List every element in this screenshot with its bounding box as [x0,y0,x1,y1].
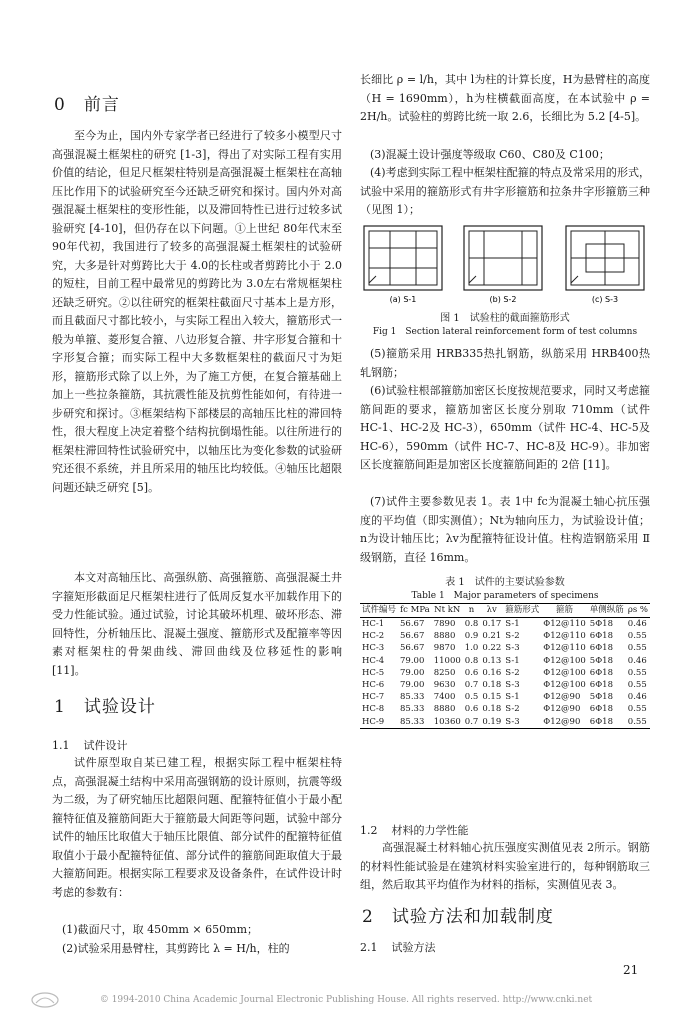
table-cell: 0.55 [627,643,647,654]
fig1-label-a: (a) S-1 [389,295,417,304]
table-cell: 0.46 [627,619,647,629]
table-cell: Φ12@110 [543,619,586,629]
table-cell: 8880 [433,704,456,715]
section-title: 前言 [83,95,120,115]
table-cell: S-2 [505,667,520,678]
table-cell: S-2 [505,631,520,642]
section-2-heading [362,902,554,927]
table-cell: 0.18 [482,680,502,691]
subsection-title: 试件设计 [83,739,128,752]
table-cell: 0.55 [627,631,647,642]
table-cell: 0.55 [627,704,647,715]
table-cell: 0.17 [482,619,502,629]
table-cell: Φ12@100 [543,655,586,666]
table-cell: 9630 [433,680,456,691]
fig1-label-b: (b) S-2 [489,295,517,304]
table-cell: HC-3 [362,643,385,654]
table-cell: 6Φ18 [589,667,613,678]
table-row [360,679,650,691]
page-number: 21 [623,963,639,977]
section-s3-drawing [566,226,644,290]
section-number: 2 [362,907,374,927]
section-s1-drawing [364,226,442,290]
table-cell: 0.46 [627,655,647,666]
table-cell: 56.67 [400,619,425,629]
table-cell: 8880 [433,631,456,642]
col-header: 箍筋 [541,604,588,618]
col-header: n [463,604,481,618]
table-cell: HC-1 [362,619,385,629]
section-title: 试验方法和加载制度 [391,907,554,927]
table-cell: 0.8 [464,655,479,666]
table-1-body [360,618,650,729]
table-cell: 7890 [433,619,456,629]
table-cell: S-2 [505,704,520,715]
table-cell: 0.55 [627,680,647,691]
subsection-number: 1.1 [52,739,70,752]
continued-paragraph: 长细比 ρ = l/h，其中 l为柱的计算长度，H为悬臂柱的高度（H = 1690mm），h为柱横截面高度，在本试验中 ρ = 2H/h。试验柱的剪跨比统一取 2.6，长细比为 5.2 [4-5]。 [360,73,650,123]
subsection-number: 1.2 [360,824,378,837]
table-cell: 5Φ18 [589,619,613,629]
table-cell: 79.00 [400,680,425,691]
table-cell: 5Φ18 [589,692,613,703]
table-row [360,630,650,642]
subsection-number: 2.1 [360,941,378,954]
section-number: 0 [54,95,66,115]
table-cell: 85.33 [400,704,425,715]
table-cell: 10360 [433,716,461,727]
table-cell: Φ12@110 [543,643,586,654]
table-cell: S-3 [505,680,520,691]
table-1-caption-en: Table 1 Major parameters of specimens [411,591,599,601]
table-cell: 6Φ18 [589,680,613,691]
table-cell: HC-9 [360,716,398,729]
table-cell: 0.9 [464,631,479,642]
table-cell: 0.22 [482,643,502,654]
table-cell: 85.33 [398,716,432,729]
subsection-1-2-heading [360,822,469,838]
table-cell: 0.15 [482,692,502,703]
table-cell: 0.21 [482,631,502,642]
table-cell: HC-6 [362,680,385,691]
table-cell: 6Φ18 [588,716,626,729]
table-cell: 0.16 [482,667,502,678]
table-cell: 0.18 [482,704,502,715]
table-row [360,618,650,631]
table-row [360,655,650,667]
section-0-heading [54,90,120,115]
table-1 [360,603,650,729]
section-1-heading [54,692,156,717]
col-header: fc MPa [398,604,432,618]
col-header: Nt kN [432,604,463,618]
table-cell: HC-2 [362,631,385,642]
table-cell: 6Φ18 [589,704,613,715]
table-cell: S-3 [503,716,541,729]
table-cell: 0.55 [626,716,650,729]
figure-1-caption-cn: 图 1 试验柱的截面箍筋形式 [440,313,570,324]
table-header-row [360,604,650,618]
materials-paragraph: 高强混凝土材料轴心抗压强度实测值见表 2所示。钢筋的材料性能试验是在建筑材料实验室进行的，每种钢筋取三组，然后取其平均值作为材料的指标，实测值见表 3。 [360,841,650,891]
table-cell: 0.55 [627,667,647,678]
table-cell: Φ12@110 [543,631,586,642]
table-cell: 6Φ18 [589,643,613,654]
table-cell: 0.6 [464,704,479,715]
table-cell: HC-4 [362,655,385,666]
table-cell: Φ12@100 [543,680,586,691]
table-row [360,703,650,715]
figure-1-caption-en: Fig 1 Section lateral reinforcement form of test columns [372,327,638,337]
table-cell: HC-5 [362,667,385,678]
section-s2-drawing [464,226,542,290]
figure-1-sections [360,224,650,306]
table-cell: HC-7 [362,692,385,703]
table-row [360,642,650,654]
table-cell: 11000 [433,655,461,666]
table-cell: 85.33 [400,692,425,703]
table-cell: 5Φ18 [589,655,613,666]
table-cell: 0.7 [464,716,479,727]
table-1-caption-cn: 表 1 试件的主要试验参数 [445,577,565,588]
subsection-2-1-heading [360,939,436,955]
list-item-2: (2)试验采用悬臂柱，其剪跨比 λ = H/h，柱的 [62,942,290,955]
table-cell: 56.67 [400,631,425,642]
table-cell: 0.13 [482,655,502,666]
table-cell: 0.19 [482,716,502,727]
section-number: 1 [54,697,66,717]
list-item-3: (3)混凝土设计强度等级取 C60、C80及 C100； [370,148,610,161]
table-cell: Φ12@100 [543,667,586,678]
table-cell: 6Φ18 [589,631,613,642]
table-row [360,667,650,679]
table-cell: 0.5 [464,692,479,703]
list-item-6: (6)试验柱根部箍筋加密区长度按规范要求，同时又考虑箍筋间距的要求，箍筋加密区长度分别取 710mm（试件 HC-1、HC-2及 HC-3），650mm（试件 HC-4、HC-5及 HC-6），590mm（试件 HC-7、HC-8及 HC-9）。非加密区长度箍筋间距是加密区长度箍筋间距的 2倍 [11]。 [360,384,650,471]
col-header: 试件编号 [360,604,398,618]
section-title: 试验设计 [83,697,156,717]
table-row [360,716,650,729]
table-cell: Φ12@90 [543,692,581,703]
col-header: ρs % [626,604,650,618]
fig1-label-c: (c) S-3 [591,295,619,304]
table-cell: 8250 [433,667,456,678]
col-header: λv [480,604,503,618]
col-header: 箍筋形式 [503,604,541,618]
table-cell: 79.00 [400,667,425,678]
table-cell: Φ12@90 [543,704,581,715]
list-item-5: (5)箍筋采用 HRB335热扎钢筋，纵筋采用 HRB400热轧钢筋； [360,347,650,379]
subsection-1-1-heading [52,737,128,753]
table-cell: 0.6 [464,667,479,678]
table-cell: 7400 [433,692,456,703]
table-cell: 0.46 [627,692,647,703]
table-cell: 1.0 [464,643,479,654]
table-cell: Φ12@90 [541,716,588,729]
intro-paragraph-2: 本文对高轴压比、高强纵筋、高强箍筋、高强混凝土井字箍矩形截面足尺框架柱进行了低周反复水平加载作用下的受力性能试验。通过试验，讨论其破坏机理、破坏形态、滞回特性，分析轴压比、混凝土强度、箍筋形式及配箍率等因素对框架柱的骨架曲线、滞回曲线及位移延性的影响 [11]。 [52,571,342,677]
table-cell: 0.8 [464,619,479,629]
list-item-7: (7)试件主要参数见表 1。表 1中 fc为混凝土轴心抗压强度的平均值（即实测值）；Nt为轴向压力，为试验设计值；n为设计轴压比；λv为配箍特征设计值。柱构造钢筋采用 Ⅱ级钢筋，直径 16mm。 [360,495,650,564]
table-cell: S-3 [505,643,520,654]
copyright-footer: © 1994-2010 China Academic Journal Electronic Publishing House. All rights reserved. http://www.cnki.net [99,995,593,1005]
table-cell: 9870 [433,643,456,654]
table-cell: 56.67 [400,643,425,654]
list-item-1: (1)截面尺寸，取 450mm × 650mm； [62,923,259,936]
col-header: 单侧纵筋 [588,604,626,618]
table-row [360,691,650,703]
subsection-title: 材料的力学性能 [391,824,469,837]
table-cell: S-1 [505,619,520,629]
subsection-title: 试验方法 [391,941,436,954]
design-paragraph: 试件原型取自某已建工程，根据实际工程中框架柱特点，高强混凝土结构中采用高强钢筋的设计原则，抗震等级为二级，为了研究轴压比超限问题、配箍特征值小于最小配箍特征值及箍筋间距大于箍筋最大间距等问题，试验中部分试件的轴压比取值大于轴压比限值、部分试件的配箍特征值取值小于最小配箍特征值、部分试件的箍筋间距取值大于最大箍筋间距。根据实际工程要求及设备条件，在试件设计时考虑的参数有： [52,756,342,899]
table-cell: HC-8 [362,704,385,715]
list-item-4: (4)考虑到实际工程中框架柱配箍的特点及常采用的形式，试验中采用的箍筋形式有井字形箍筋和拉条井字形箍筋三种（见图 1）； [360,166,650,216]
table-cell: 79.00 [400,655,425,666]
intro-paragraph-1: 至今为止，国内外专家学者已经进行了较多小模型尺寸高强混凝土框架柱的研究 [1-3]，得出了对实际工程有实用价值的结论，但足尺框架柱特别是高强混凝土框架柱在高轴压比作用下的试验研究至今还缺乏研究和探讨。国内外对高强混凝土框架柱的变形性能，以及滞回特性已进行过较多试验研究 [4-10]，但仍存在以下问题。①上世纪 80年代末至 90年代初，我国进行了较多的高强混凝土框架柱的试验研究，大多是针对剪跨比大于 4.0的长柱或者剪跨比小于 2.0的短柱，目前工程中最常见的剪跨比为 3.0左右常规框架柱还缺乏研究。②以往研究的框架柱截面尺寸基本上是方形，而且截面尺寸都比较小，与实际工程出入较大，箍筋形式一般为单箍、菱形复合箍、八边形复合箍、井字形复合箍和十字形复合箍；而实际工程中大多数框架柱的截面尺寸为矩形，箍筋形式除了以上外，为了施工方便，在复合箍基础上加上一些拉条箍筋，其抗震性能及抗剪性能如何，有待进一步研究和探讨。③框架结构下部楼层的高轴压比柱的滞回特性，很大程度上决定着整个结构抗倒塌性能。以往所进行的框架柱滞回特性试验研究中，以轴压比为变化参数的试验研究还很不系统，并且所采用的轴压比均较低。④轴压比超限问题还缺乏研究 [5]。 [52,129,342,494]
table-cell: S-1 [505,655,520,666]
table-cell: 0.7 [464,680,479,691]
table-cell: S-1 [505,692,520,703]
